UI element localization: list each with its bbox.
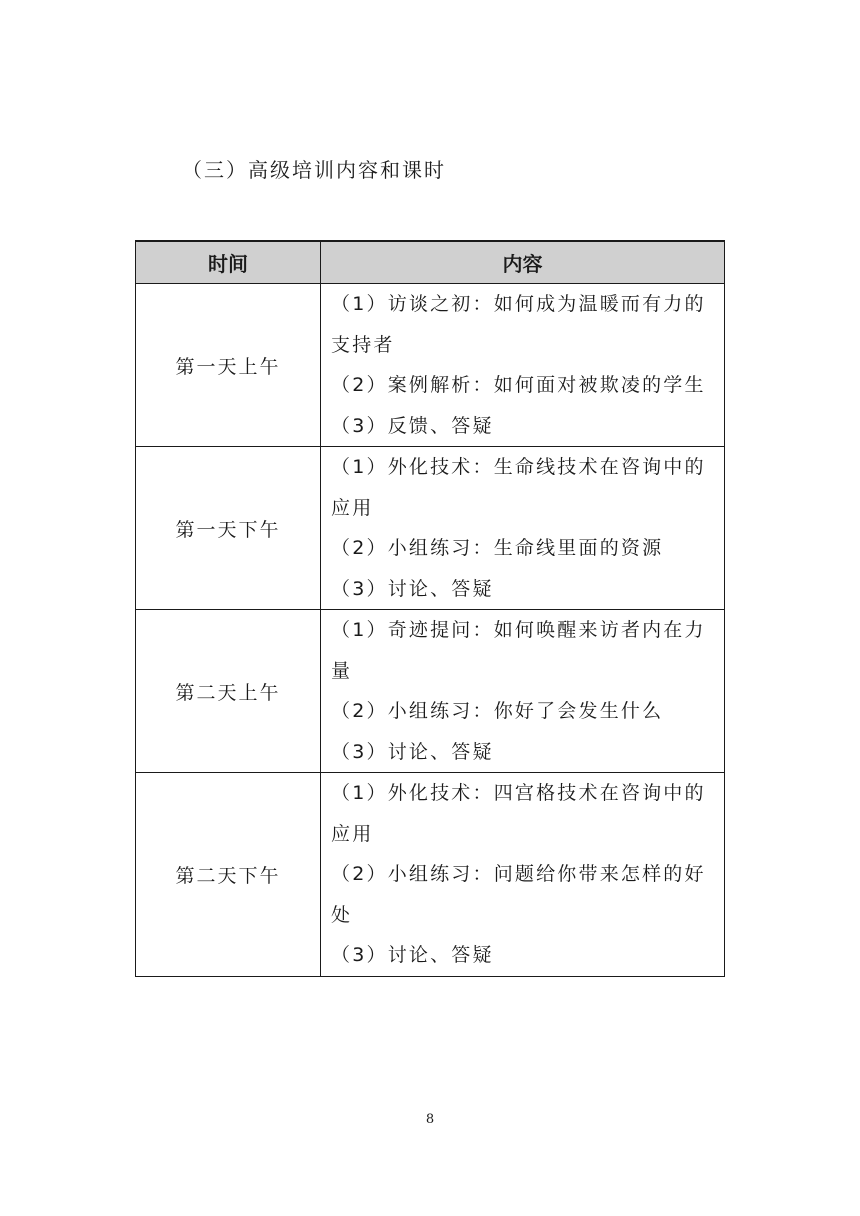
content-item: （3）讨论、答疑 [331, 740, 494, 763]
content-item: （3）讨论、答疑 [331, 944, 494, 966]
time-cell: 第一天下午 [136, 447, 321, 610]
content-cell [321, 610, 725, 773]
table-row [136, 447, 725, 610]
time-cell: 第二天上午 [136, 610, 321, 773]
content-cell [321, 773, 725, 977]
page-number: 8 [425, 1112, 435, 1127]
content-item: （1）外化技术：生命线技术在咨询中的应用 [331, 456, 706, 519]
content-item: （3）反馈、答疑 [331, 414, 494, 437]
content-item: （2）案例解析：如何面对被欺凌的学生 [331, 374, 706, 396]
table-row [136, 773, 725, 977]
table-row [136, 284, 725, 447]
table-row [136, 610, 725, 773]
content-item: （1）访谈之初：如何成为温暖而有力的支持者 [331, 293, 706, 356]
time-cell: 第一天上午 [136, 284, 321, 447]
training-schedule-table [135, 240, 725, 977]
content-item: （2）小组练习：问题给你带来怎样的好处 [331, 863, 706, 926]
content-cell [321, 284, 725, 447]
time-cell: 第二天下午 [136, 773, 321, 977]
content-item: （1）奇迹提问：如何唤醒来访者内在力量 [331, 619, 706, 682]
content-item: （3）讨论、答疑 [331, 577, 494, 600]
section-heading: （三）高级培训内容和课时 [182, 158, 446, 182]
header-time: 时间 [136, 241, 321, 284]
content-cell [321, 447, 725, 610]
content-item: （1）外化技术：四宫格技术在咨询中的应用 [331, 782, 706, 845]
table-header-row [136, 241, 725, 284]
content-item: （2）小组练习：你好了会发生什么 [331, 700, 664, 722]
header-content: 内容 [321, 241, 725, 284]
content-item: （2）小组练习：生命线里面的资源 [331, 537, 664, 559]
